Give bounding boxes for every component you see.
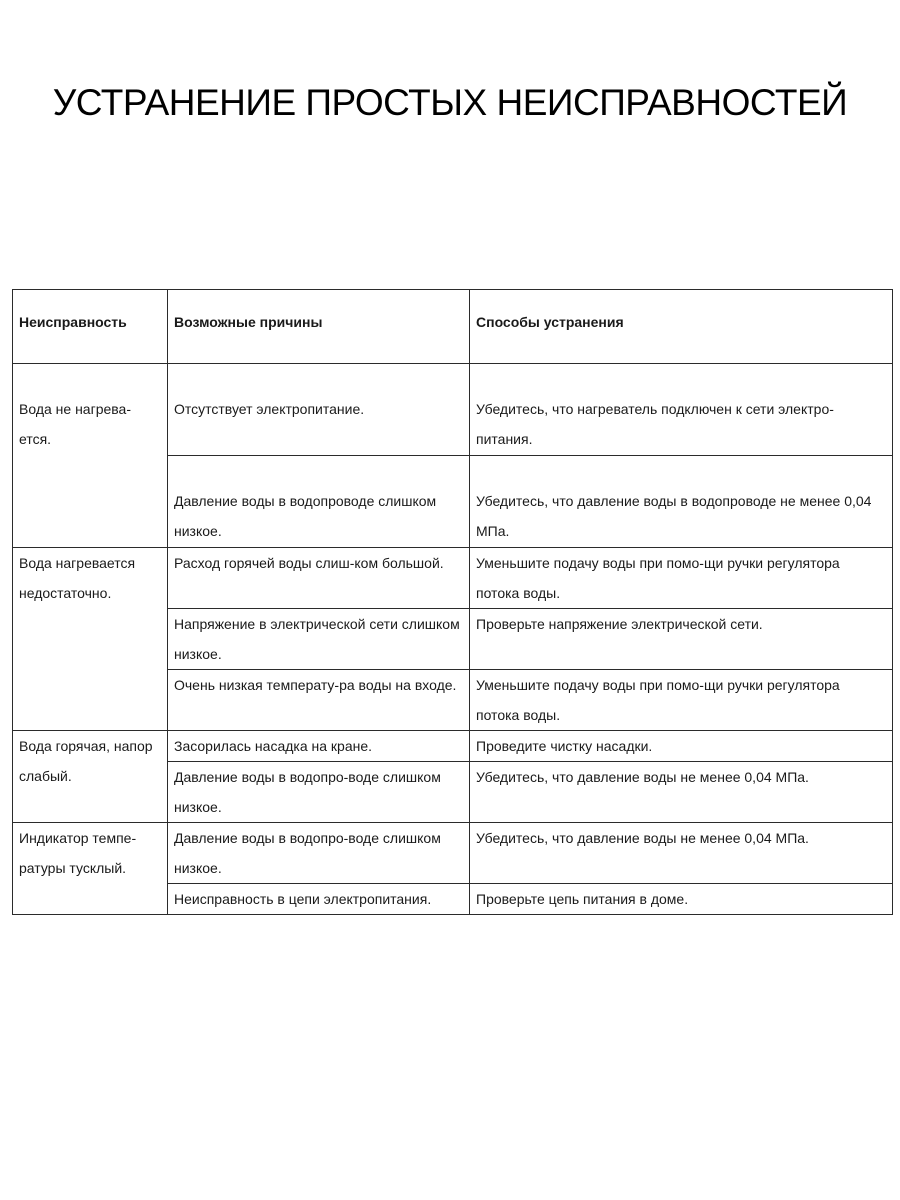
cause-cell (168, 884, 470, 915)
fix-text: Убедитесь, что нагреватель подключен к сети электро-питания. (476, 401, 834, 447)
table-header-row (13, 290, 893, 364)
table-row (13, 364, 893, 456)
troubleshooting-table (12, 289, 893, 915)
cause-cell (168, 456, 470, 548)
cause-text: Очень низкая температу-ра воды на входе. (174, 677, 457, 693)
fix-text: Проверьте цепь питания в доме. (476, 891, 689, 907)
fix-text: Уменьшите подачу воды при помо-щи ручки регулятора потока воды. (476, 677, 840, 723)
cause-text: Неисправность в цепи электропитания. (174, 891, 432, 907)
fault-text: Вода не нагрева-ется. (19, 401, 131, 447)
cause-text: Давление воды в водопро-воде слишком низкое. (174, 769, 441, 815)
fix-cell (470, 884, 893, 915)
cause-text: Напряжение в электрической сети слишком низкое. (174, 616, 460, 662)
page-title: УСТРАНЕНИЕ ПРОСТЫХ НЕИСПРАВНОСТЕЙ (52, 82, 848, 123)
table-row (13, 548, 893, 609)
fix-cell (470, 823, 893, 884)
fix-cell (470, 762, 893, 823)
header-solutions: Способы устранения (470, 290, 893, 364)
fault-cell (13, 364, 168, 548)
fix-text: Убедитесь, что давление воды не менее 0,04 МПа. (476, 830, 809, 846)
fix-cell (470, 731, 893, 762)
fault-text: Вода нагревается недостаточно. (19, 555, 136, 601)
cause-cell (168, 548, 470, 609)
fix-cell (470, 548, 893, 609)
fix-text: Уменьшите подачу воды при помо-щи ручки регулятора потока воды. (476, 555, 840, 601)
fix-cell (470, 456, 893, 548)
fix-cell (470, 670, 893, 731)
fix-text: Убедитесь, что давление воды в водопроводе не менее 0,04 МПа. (476, 493, 872, 539)
header-causes: Возможные причины (168, 290, 470, 364)
header-fault: Неисправность (13, 290, 168, 364)
fault-cell (13, 823, 168, 915)
fix-cell (470, 364, 893, 456)
cause-text: Давление воды в водопро-воде слишком низкое. (174, 830, 441, 876)
fault-cell (13, 548, 168, 731)
fault-text: Вода горячая, напор слабый. (19, 738, 153, 784)
cause-text: Засорилась насадка на кране. (174, 738, 373, 754)
cause-cell (168, 731, 470, 762)
fix-text: Проведите чистку насадки. (476, 738, 653, 754)
cause-text: Расход горячей воды слиш-ком большой. (174, 555, 444, 571)
fix-text: Проверьте напряжение электрической сети. (476, 616, 763, 632)
cause-cell (168, 823, 470, 884)
fault-text: Индикатор темпе-ратуры тусклый. (19, 830, 137, 876)
cause-text: Отсутствует электропитание. (174, 401, 365, 417)
cause-cell (168, 762, 470, 823)
fault-cell (13, 731, 168, 823)
table-row (13, 823, 893, 884)
fix-cell (470, 609, 893, 670)
cause-cell (168, 364, 470, 456)
table-row (13, 731, 893, 762)
fix-text: Убедитесь, что давление воды не менее 0,04 МПа. (476, 769, 809, 785)
cause-text: Давление воды в водопроводе слишком низкое. (174, 493, 437, 539)
cause-cell (168, 609, 470, 670)
cause-cell (168, 670, 470, 731)
